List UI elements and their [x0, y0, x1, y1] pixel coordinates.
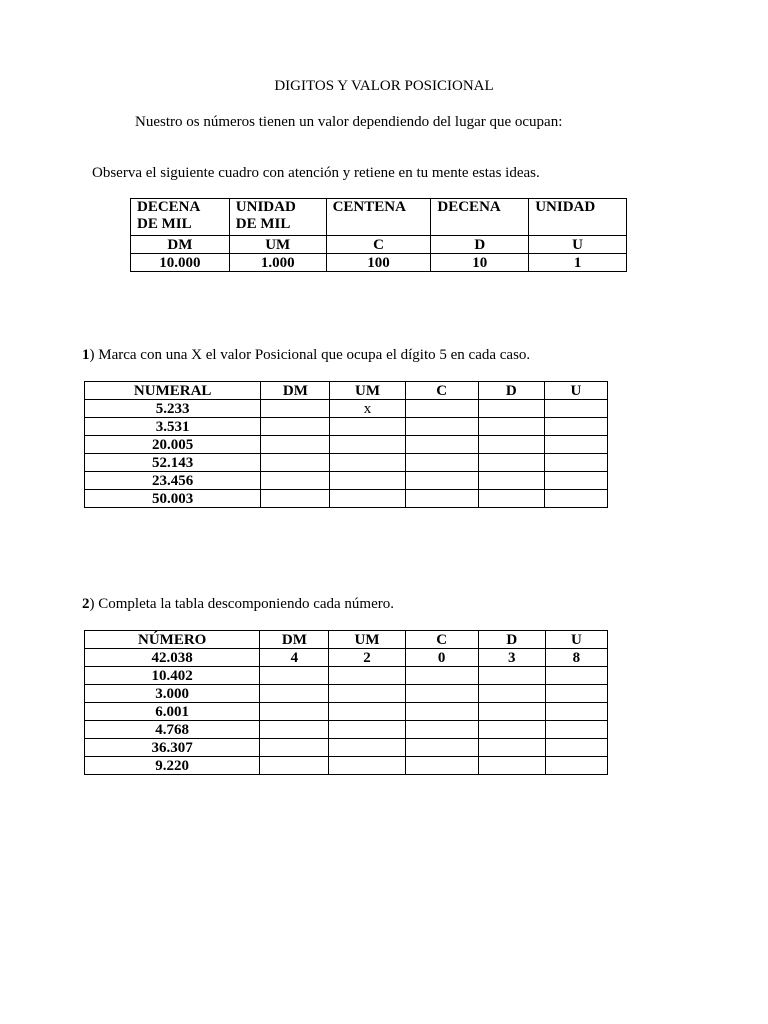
table-row [85, 721, 608, 739]
answer-cell[interactable] [260, 721, 329, 739]
answer-cell[interactable]: 4 [260, 649, 329, 667]
answer-cell[interactable] [405, 703, 478, 721]
answer-cell[interactable] [478, 418, 544, 436]
answer-cell[interactable] [261, 454, 330, 472]
answer-cell[interactable] [478, 454, 544, 472]
exercise1-instruction [82, 347, 530, 364]
exercise1-text: ) Marca con una X el valor Posicional que ocupa el dígito 5 en cada caso. [89, 347, 531, 363]
column-header: U [545, 631, 607, 649]
column-header: NUMERAL [85, 382, 261, 400]
answer-cell[interactable] [261, 436, 330, 454]
reference-header-row [131, 199, 627, 236]
answer-cell[interactable] [329, 739, 405, 757]
answer-cell[interactable] [478, 685, 545, 703]
table-row [85, 490, 608, 508]
column-header: UM [329, 631, 405, 649]
answer-cell[interactable] [261, 400, 330, 418]
answer-cell[interactable] [260, 739, 329, 757]
table-row [85, 436, 608, 454]
answer-cell[interactable] [260, 667, 329, 685]
value-cell: 10 [431, 254, 529, 272]
answer-cell[interactable] [545, 685, 607, 703]
answer-cell[interactable] [478, 757, 545, 775]
numeral-cell: 3.531 [85, 418, 261, 436]
reference-header-cell: DECENA DE MIL [131, 199, 230, 236]
answer-cell[interactable] [405, 685, 478, 703]
value-cell: 1.000 [229, 254, 326, 272]
answer-cell[interactable] [330, 490, 405, 508]
numeral-cell: 3.000 [85, 685, 260, 703]
value-cell: 100 [326, 254, 431, 272]
answer-cell[interactable] [544, 418, 607, 436]
answer-cell[interactable]: 0 [405, 649, 478, 667]
numeral-cell: 42.038 [85, 649, 260, 667]
answer-cell[interactable] [260, 703, 329, 721]
answer-cell[interactable] [478, 721, 545, 739]
exercise2-table [84, 630, 608, 775]
numeral-cell: 52.143 [85, 454, 261, 472]
table-row [85, 757, 608, 775]
answer-cell[interactable] [261, 490, 330, 508]
subtitle: Nuestro os números tienen un valor dependiendo del lugar que ocupan: [135, 114, 563, 130]
numeral-cell: 5.233 [85, 400, 261, 418]
answer-cell[interactable] [544, 454, 607, 472]
table-row [85, 400, 608, 418]
answer-cell[interactable] [478, 400, 544, 418]
answer-cell[interactable]: 8 [545, 649, 607, 667]
answer-cell[interactable] [478, 472, 544, 490]
table-row [85, 472, 608, 490]
answer-cell[interactable] [260, 685, 329, 703]
column-header: C [405, 631, 478, 649]
reference-header-cell: UNIDAD [529, 199, 627, 236]
answer-cell[interactable] [261, 472, 330, 490]
table-row [85, 418, 608, 436]
reference-header-cell: UNIDAD DE MIL [229, 199, 326, 236]
answer-cell[interactable] [478, 490, 544, 508]
exercise1-table [84, 381, 608, 508]
answer-cell[interactable] [260, 757, 329, 775]
value-cell: 1 [529, 254, 627, 272]
abbrev-cell: U [529, 236, 627, 254]
column-header: DM [261, 382, 330, 400]
exercise2-text: ) Completa la tabla descomponiendo cada número. [89, 596, 394, 612]
answer-cell[interactable] [478, 436, 544, 454]
numeral-cell: 23.456 [85, 472, 261, 490]
abbrev-cell: D [431, 236, 529, 254]
answer-cell[interactable]: 3 [478, 649, 545, 667]
column-header: DM [260, 631, 329, 649]
answer-cell[interactable] [330, 418, 405, 436]
answer-cell[interactable] [329, 757, 405, 775]
answer-cell[interactable] [405, 490, 478, 508]
exercise1-header-row [85, 382, 608, 400]
column-header: D [478, 382, 544, 400]
numeral-cell: 4.768 [85, 721, 260, 739]
answer-cell[interactable] [405, 400, 478, 418]
exercise2-header-row [85, 631, 608, 649]
answer-cell[interactable] [405, 454, 478, 472]
numeral-cell: 20.005 [85, 436, 261, 454]
answer-cell[interactable] [330, 472, 405, 490]
exercise2-instruction [82, 596, 394, 613]
answer-cell[interactable] [545, 739, 607, 757]
answer-cell[interactable] [478, 667, 545, 685]
answer-cell[interactable] [405, 667, 478, 685]
answer-cell[interactable] [544, 436, 607, 454]
numeral-cell: 9.220 [85, 757, 260, 775]
numeral-cell: 50.003 [85, 490, 261, 508]
answer-cell[interactable] [544, 472, 607, 490]
column-header: D [478, 631, 545, 649]
answer-cell[interactable]: x [330, 400, 405, 418]
answer-cell[interactable] [405, 739, 478, 757]
answer-cell[interactable] [330, 436, 405, 454]
numeral-cell: 36.307 [85, 739, 260, 757]
reference-abbrev-row [131, 236, 627, 254]
answer-cell[interactable] [329, 667, 405, 685]
answer-cell[interactable] [478, 739, 545, 757]
reference-table [130, 198, 627, 272]
answer-cell[interactable] [405, 418, 478, 436]
answer-cell[interactable]: 2 [329, 649, 405, 667]
reference-header-cell: DECENA [431, 199, 529, 236]
abbrev-cell: UM [229, 236, 326, 254]
answer-cell[interactable] [330, 454, 405, 472]
answer-cell[interactable] [329, 721, 405, 739]
answer-cell[interactable] [329, 685, 405, 703]
answer-cell[interactable] [545, 757, 607, 775]
column-header: U [544, 382, 607, 400]
answer-cell[interactable] [544, 400, 607, 418]
answer-cell[interactable] [478, 703, 545, 721]
table-row [85, 739, 608, 757]
answer-cell[interactable] [545, 721, 607, 739]
answer-cell[interactable] [261, 418, 330, 436]
table-row [85, 703, 608, 721]
value-cell: 10.000 [131, 254, 230, 272]
exercise2-number: 2 [82, 596, 90, 612]
answer-cell[interactable] [545, 667, 607, 685]
answer-cell[interactable] [545, 703, 607, 721]
exercise1-number: 1 [82, 347, 90, 363]
answer-cell[interactable] [405, 472, 478, 490]
answer-cell[interactable] [405, 436, 478, 454]
answer-cell[interactable] [405, 757, 478, 775]
table-row [85, 685, 608, 703]
numeral-cell: 6.001 [85, 703, 260, 721]
reference-header-cell: CENTENA [326, 199, 431, 236]
column-header: UM [330, 382, 405, 400]
column-header: NÚMERO [85, 631, 260, 649]
intro-text: Observa el siguiente cuadro con atención y retiene en tu mente estas ideas. [92, 165, 540, 181]
table-row [85, 667, 608, 685]
answer-cell[interactable] [544, 490, 607, 508]
column-header: C [405, 382, 478, 400]
reference-value-row [131, 254, 627, 272]
numeral-cell: 10.402 [85, 667, 260, 685]
table-row [85, 649, 608, 667]
abbrev-cell: C [326, 236, 431, 254]
abbrev-cell: DM [131, 236, 230, 254]
table-row [85, 454, 608, 472]
page-title: DIGITOS Y VALOR POSICIONAL [274, 78, 494, 94]
answer-cell[interactable] [329, 703, 405, 721]
answer-cell[interactable] [405, 721, 478, 739]
